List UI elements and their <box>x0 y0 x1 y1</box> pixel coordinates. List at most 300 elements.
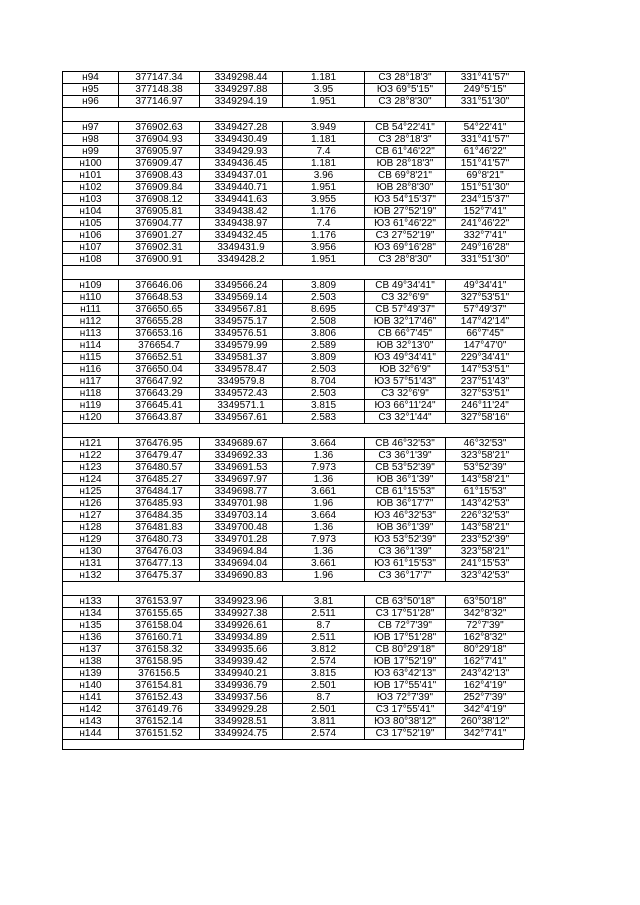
point-id-cell: н98 <box>63 134 119 146</box>
point-id-cell: н139 <box>63 668 119 680</box>
direction-angle-cell: 57°49'37" <box>446 304 525 316</box>
x-coordinate-cell: 376908.12 <box>119 194 200 206</box>
y-coordinate-cell: 3349701.98 <box>200 498 283 510</box>
distance-cell: 3.811 <box>283 716 365 728</box>
table-row <box>63 364 525 376</box>
distance-cell: 7.973 <box>283 534 365 546</box>
y-coordinate-cell: 3349579.8 <box>200 376 283 388</box>
x-coordinate-cell: 376901.27 <box>119 230 200 242</box>
direction-angle-cell: 151°51'30" <box>446 182 525 194</box>
y-coordinate-cell: 3349428.2 <box>200 254 283 266</box>
bearing-cell: ЮЗ 66°11'24" <box>365 400 446 412</box>
point-id-cell: н129 <box>63 534 119 546</box>
group-separator-cell <box>63 266 525 280</box>
point-id-cell: н104 <box>63 206 119 218</box>
point-id-cell: н102 <box>63 182 119 194</box>
direction-angle-cell: 226°32'53" <box>446 510 525 522</box>
bearing-cell: СВ 54°22'41" <box>365 122 446 134</box>
bearing-cell: ЮВ 32°13'0" <box>365 340 446 352</box>
table-row <box>63 462 525 474</box>
direction-angle-cell: 249°5'15" <box>446 84 525 96</box>
bearing-cell: СВ 61°46'22" <box>365 146 446 158</box>
group-separator-cell <box>63 108 525 122</box>
group-separator-cell <box>63 424 525 438</box>
point-id-cell: н117 <box>63 376 119 388</box>
bearing-cell: ЮВ 27°52'19" <box>365 206 446 218</box>
point-id-cell: н120 <box>63 412 119 424</box>
y-coordinate-cell: 3349701.28 <box>200 534 283 546</box>
coordinates-sheet <box>62 71 524 740</box>
distance-cell: 1.176 <box>283 206 365 218</box>
direction-angle-cell: 54°22'41" <box>446 122 525 134</box>
table-row <box>63 522 525 534</box>
bearing-cell: ЮВ 32°17'46" <box>365 316 446 328</box>
direction-angle-cell: 49°34'41" <box>446 280 525 292</box>
table-row <box>63 388 525 400</box>
y-coordinate-cell: 3349581.37 <box>200 352 283 364</box>
x-coordinate-cell: 376655.28 <box>119 316 200 328</box>
direction-angle-cell: 72°7'39" <box>446 620 525 632</box>
x-coordinate-cell: 376155.65 <box>119 608 200 620</box>
x-coordinate-cell: 376648.53 <box>119 292 200 304</box>
point-id-cell: н144 <box>63 728 119 740</box>
point-id-cell: н108 <box>63 254 119 266</box>
y-coordinate-cell: 3349298.44 <box>200 72 283 84</box>
distance-cell: 2.574 <box>283 656 365 668</box>
direction-angle-cell: 327°53'51" <box>446 388 525 400</box>
x-coordinate-cell: 376650.04 <box>119 364 200 376</box>
direction-angle-cell: 243°42'13" <box>446 668 525 680</box>
bearing-cell: СЗ 17°52'19" <box>365 728 446 740</box>
table-row <box>63 534 525 546</box>
table-row <box>63 668 525 680</box>
y-coordinate-cell: 3349939.42 <box>200 656 283 668</box>
table-row <box>63 352 525 364</box>
direction-angle-cell: 147°47'0" <box>446 340 525 352</box>
distance-cell: 3.661 <box>283 486 365 498</box>
point-id-cell: н130 <box>63 546 119 558</box>
table-row <box>63 400 525 412</box>
distance-cell: 3.81 <box>283 596 365 608</box>
x-coordinate-cell: 376485.27 <box>119 474 200 486</box>
direction-angle-cell: 234°15'37" <box>446 194 525 206</box>
point-id-cell: н112 <box>63 316 119 328</box>
table-row <box>63 412 525 424</box>
y-coordinate-cell: 3349700.48 <box>200 522 283 534</box>
point-id-cell: н137 <box>63 644 119 656</box>
bearing-cell: СЗ 36°17'7" <box>365 570 446 582</box>
table-row <box>63 194 525 206</box>
point-id-cell: н96 <box>63 96 119 108</box>
y-coordinate-cell: 3349936.79 <box>200 680 283 692</box>
x-coordinate-cell: 376160.71 <box>119 632 200 644</box>
table-row <box>63 644 525 656</box>
bearing-cell: ЮВ 17°55'41" <box>365 680 446 692</box>
table-row <box>63 280 525 292</box>
x-coordinate-cell: 376909.84 <box>119 182 200 194</box>
y-coordinate-cell: 3349294.19 <box>200 96 283 108</box>
bearing-cell: ЮВ 36°1'39" <box>365 522 446 534</box>
x-coordinate-cell: 376158.32 <box>119 644 200 656</box>
y-coordinate-cell: 3349436.45 <box>200 158 283 170</box>
y-coordinate-cell: 3349569.14 <box>200 292 283 304</box>
y-coordinate-cell: 3349934.89 <box>200 632 283 644</box>
x-coordinate-cell: 376643.29 <box>119 388 200 400</box>
table-row <box>63 292 525 304</box>
point-id-cell: н124 <box>63 474 119 486</box>
table-row <box>63 608 525 620</box>
group-separator-row <box>63 266 525 280</box>
direction-angle-cell: 331°51'30" <box>446 254 525 266</box>
coordinates-table-body <box>63 72 525 740</box>
y-coordinate-cell: 3349694.84 <box>200 546 283 558</box>
x-coordinate-cell: 376645.41 <box>119 400 200 412</box>
table-row <box>63 146 525 158</box>
bearing-cell: ЮЗ 80°38'12" <box>365 716 446 728</box>
x-coordinate-cell: 376479.47 <box>119 450 200 462</box>
point-id-cell: н113 <box>63 328 119 340</box>
table-row <box>63 84 525 96</box>
table-bottom-frame <box>62 740 524 750</box>
y-coordinate-cell: 3349691.53 <box>200 462 283 474</box>
x-coordinate-cell: 376154.81 <box>119 680 200 692</box>
table-row <box>63 692 525 704</box>
x-coordinate-cell: 376909.47 <box>119 158 200 170</box>
table-row <box>63 498 525 510</box>
direction-angle-cell: 66°7'45" <box>446 328 525 340</box>
point-id-cell: н134 <box>63 608 119 620</box>
distance-cell: 8.7 <box>283 620 365 632</box>
group-separator-cell <box>63 582 525 596</box>
bearing-cell: СВ 57°49'37" <box>365 304 446 316</box>
direction-angle-cell: 331°51'30" <box>446 96 525 108</box>
point-id-cell: н94 <box>63 72 119 84</box>
y-coordinate-cell: 3349690.83 <box>200 570 283 582</box>
direction-angle-cell: 61°15'53" <box>446 486 525 498</box>
direction-angle-cell: 327°53'51" <box>446 292 525 304</box>
point-id-cell: н123 <box>63 462 119 474</box>
y-coordinate-cell: 3349566.24 <box>200 280 283 292</box>
point-id-cell: н125 <box>63 486 119 498</box>
distance-cell: 3.956 <box>283 242 365 254</box>
y-coordinate-cell: 3349427.28 <box>200 122 283 134</box>
coordinates-table <box>62 71 525 740</box>
distance-cell: 2.508 <box>283 316 365 328</box>
point-id-cell: н116 <box>63 364 119 376</box>
bearing-cell: СЗ 27°52'19" <box>365 230 446 242</box>
distance-cell: 2.574 <box>283 728 365 740</box>
point-id-cell: н95 <box>63 84 119 96</box>
table-row <box>63 704 525 716</box>
direction-angle-cell: 327°58'16" <box>446 412 525 424</box>
distance-cell: 2.583 <box>283 412 365 424</box>
distance-cell: 1.951 <box>283 96 365 108</box>
x-coordinate-cell: 376647.92 <box>119 376 200 388</box>
x-coordinate-cell: 376484.17 <box>119 486 200 498</box>
table-row <box>63 206 525 218</box>
x-coordinate-cell: 376485.93 <box>119 498 200 510</box>
point-id-cell: н143 <box>63 716 119 728</box>
point-id-cell: н97 <box>63 122 119 134</box>
x-coordinate-cell: 376152.43 <box>119 692 200 704</box>
direction-angle-cell: 162°4'19" <box>446 680 525 692</box>
distance-cell: 1.181 <box>283 134 365 146</box>
bearing-cell: СЗ 32°6'9" <box>365 292 446 304</box>
x-coordinate-cell: 376652.51 <box>119 352 200 364</box>
direction-angle-cell: 53°52'39" <box>446 462 525 474</box>
direction-angle-cell: 237°51'43" <box>446 376 525 388</box>
y-coordinate-cell: 3349579.99 <box>200 340 283 352</box>
bearing-cell: СЗ 32°1'44" <box>365 412 446 424</box>
y-coordinate-cell: 3349297.88 <box>200 84 283 96</box>
point-id-cell: н111 <box>63 304 119 316</box>
distance-cell: 2.589 <box>283 340 365 352</box>
table-row <box>63 242 525 254</box>
x-coordinate-cell: 376158.04 <box>119 620 200 632</box>
distance-cell: 8.7 <box>283 692 365 704</box>
y-coordinate-cell: 3349429.93 <box>200 146 283 158</box>
distance-cell: 3.95 <box>283 84 365 96</box>
y-coordinate-cell: 3349692.33 <box>200 450 283 462</box>
point-id-cell: н103 <box>63 194 119 206</box>
bearing-cell: ЮЗ 46°32'53" <box>365 510 446 522</box>
bearing-cell: СВ 49°34'41" <box>365 280 446 292</box>
y-coordinate-cell: 3349929.28 <box>200 704 283 716</box>
x-coordinate-cell: 376480.73 <box>119 534 200 546</box>
direction-angle-cell: 143°58'21" <box>446 474 525 486</box>
distance-cell: 2.503 <box>283 364 365 376</box>
bearing-cell: ЮВ 36°1'39" <box>365 474 446 486</box>
distance-cell: 1.36 <box>283 474 365 486</box>
table-row <box>63 450 525 462</box>
point-id-cell: н140 <box>63 680 119 692</box>
x-coordinate-cell: 376149.76 <box>119 704 200 716</box>
direction-angle-cell: 331°41'57" <box>446 134 525 146</box>
x-coordinate-cell: 376654.7 <box>119 340 200 352</box>
point-id-cell: н101 <box>63 170 119 182</box>
table-row <box>63 656 525 668</box>
point-id-cell: н127 <box>63 510 119 522</box>
point-id-cell: н114 <box>63 340 119 352</box>
y-coordinate-cell: 3349571.1 <box>200 400 283 412</box>
direction-angle-cell: 331°41'57" <box>446 72 525 84</box>
direction-angle-cell: 63°50'18" <box>446 596 525 608</box>
distance-cell: 7.4 <box>283 146 365 158</box>
direction-angle-cell: 162°8'32" <box>446 632 525 644</box>
y-coordinate-cell: 3349432.45 <box>200 230 283 242</box>
point-id-cell: н142 <box>63 704 119 716</box>
y-coordinate-cell: 3349575.17 <box>200 316 283 328</box>
y-coordinate-cell: 3349689.67 <box>200 438 283 450</box>
point-id-cell: н105 <box>63 218 119 230</box>
y-coordinate-cell: 3349572.43 <box>200 388 283 400</box>
y-coordinate-cell: 3349437.01 <box>200 170 283 182</box>
table-row <box>63 96 525 108</box>
point-id-cell: н115 <box>63 352 119 364</box>
bearing-cell: ЮВ 32°6'9" <box>365 364 446 376</box>
x-coordinate-cell: 376653.16 <box>119 328 200 340</box>
x-coordinate-cell: 376900.91 <box>119 254 200 266</box>
point-id-cell: н138 <box>63 656 119 668</box>
table-row <box>63 328 525 340</box>
point-id-cell: н135 <box>63 620 119 632</box>
direction-angle-cell: 152°7'41" <box>446 206 525 218</box>
y-coordinate-cell: 3349923.96 <box>200 596 283 608</box>
direction-angle-cell: 260°38'12" <box>446 716 525 728</box>
distance-cell: 3.806 <box>283 328 365 340</box>
distance-cell: 1.36 <box>283 546 365 558</box>
direction-angle-cell: 342°4'19" <box>446 704 525 716</box>
direction-angle-cell: 252°7'39" <box>446 692 525 704</box>
point-id-cell: н119 <box>63 400 119 412</box>
table-row <box>63 304 525 316</box>
x-coordinate-cell: 376475.37 <box>119 570 200 582</box>
direction-angle-cell: 143°42'53" <box>446 498 525 510</box>
point-id-cell: н109 <box>63 280 119 292</box>
distance-cell: 1.181 <box>283 158 365 170</box>
table-row <box>63 632 525 644</box>
bearing-cell: ЮВ 28°18'3" <box>365 158 446 170</box>
distance-cell: 3.955 <box>283 194 365 206</box>
point-id-cell: н136 <box>63 632 119 644</box>
x-coordinate-cell: 376476.95 <box>119 438 200 450</box>
distance-cell: 1.951 <box>283 254 365 266</box>
y-coordinate-cell: 3349430.49 <box>200 134 283 146</box>
bearing-cell: ЮВ 17°52'19" <box>365 656 446 668</box>
bearing-cell: ЮЗ 72°7'39" <box>365 692 446 704</box>
x-coordinate-cell: 376480.57 <box>119 462 200 474</box>
distance-cell: 2.511 <box>283 632 365 644</box>
direction-angle-cell: 342°7'41" <box>446 728 525 740</box>
point-id-cell: н132 <box>63 570 119 582</box>
x-coordinate-cell: 376477.13 <box>119 558 200 570</box>
distance-cell: 7.973 <box>283 462 365 474</box>
direction-angle-cell: 246°11'24" <box>446 400 525 412</box>
point-id-cell: н110 <box>63 292 119 304</box>
x-coordinate-cell: 376904.77 <box>119 218 200 230</box>
bearing-cell: ЮЗ 57°51'43" <box>365 376 446 388</box>
distance-cell: 3.96 <box>283 170 365 182</box>
table-row <box>63 558 525 570</box>
distance-cell: 3.809 <box>283 352 365 364</box>
distance-cell: 3.664 <box>283 510 365 522</box>
direction-angle-cell: 147°53'51" <box>446 364 525 376</box>
distance-cell: 7.4 <box>283 218 365 230</box>
bearing-cell: СЗ 17°55'41" <box>365 704 446 716</box>
bearing-cell: ЮВ 28°8'30" <box>365 182 446 194</box>
x-coordinate-cell: 376481.83 <box>119 522 200 534</box>
bearing-cell: СВ 53°52'39" <box>365 462 446 474</box>
x-coordinate-cell: 376904.93 <box>119 134 200 146</box>
bearing-cell: ЮЗ 49°34'41" <box>365 352 446 364</box>
bearing-cell: ЮЗ 63°42'13" <box>365 668 446 680</box>
distance-cell: 3.661 <box>283 558 365 570</box>
group-separator-row <box>63 582 525 596</box>
bearing-cell: СЗ 28°8'30" <box>365 96 446 108</box>
y-coordinate-cell: 3349431.9 <box>200 242 283 254</box>
point-id-cell: н128 <box>63 522 119 534</box>
bearing-cell: ЮЗ 61°46'22" <box>365 218 446 230</box>
y-coordinate-cell: 3349940.21 <box>200 668 283 680</box>
bearing-cell: СЗ 28°18'3" <box>365 134 446 146</box>
direction-angle-cell: 241°15'53" <box>446 558 525 570</box>
table-row <box>63 230 525 242</box>
x-coordinate-cell: 377148.38 <box>119 84 200 96</box>
table-row <box>63 122 525 134</box>
y-coordinate-cell: 3349698.77 <box>200 486 283 498</box>
direction-angle-cell: 323°58'21" <box>446 546 525 558</box>
x-coordinate-cell: 376905.97 <box>119 146 200 158</box>
x-coordinate-cell: 376902.63 <box>119 122 200 134</box>
table-row <box>63 596 525 608</box>
direction-angle-cell: 233°52'39" <box>446 534 525 546</box>
y-coordinate-cell: 3349937.56 <box>200 692 283 704</box>
x-coordinate-cell: 376476.03 <box>119 546 200 558</box>
point-id-cell: н126 <box>63 498 119 510</box>
table-row <box>63 716 525 728</box>
direction-angle-cell: 143°58'21" <box>446 522 525 534</box>
x-coordinate-cell: 376158.95 <box>119 656 200 668</box>
direction-angle-cell: 229°34'41" <box>446 352 525 364</box>
table-row <box>63 486 525 498</box>
distance-cell: 3.949 <box>283 122 365 134</box>
bearing-cell: ЮВ 17°51'28" <box>365 632 446 644</box>
table-row <box>63 376 525 388</box>
bearing-cell: СЗ 36°1'39" <box>365 546 446 558</box>
distance-cell: 1.181 <box>283 72 365 84</box>
table-row <box>63 510 525 522</box>
x-coordinate-cell: 376905.81 <box>119 206 200 218</box>
bearing-cell: СЗ 36°1'39" <box>365 450 446 462</box>
distance-cell: 3.815 <box>283 668 365 680</box>
bearing-cell: ЮЗ 69°16'28" <box>365 242 446 254</box>
bearing-cell: ЮВ 36°17'7" <box>365 498 446 510</box>
distance-cell: 8.695 <box>283 304 365 316</box>
bearing-cell: ЮЗ 54°15'37" <box>365 194 446 206</box>
point-id-cell: н106 <box>63 230 119 242</box>
point-id-cell: н99 <box>63 146 119 158</box>
distance-cell: 1.36 <box>283 450 365 462</box>
distance-cell: 3.664 <box>283 438 365 450</box>
y-coordinate-cell: 3349928.51 <box>200 716 283 728</box>
distance-cell: 3.809 <box>283 280 365 292</box>
y-coordinate-cell: 3349441.63 <box>200 194 283 206</box>
distance-cell: 3.815 <box>283 400 365 412</box>
direction-angle-cell: 147°42'14" <box>446 316 525 328</box>
x-coordinate-cell: 376908.43 <box>119 170 200 182</box>
y-coordinate-cell: 3349926.61 <box>200 620 283 632</box>
point-id-cell: н107 <box>63 242 119 254</box>
bearing-cell: СЗ 28°18'3" <box>365 72 446 84</box>
bearing-cell: СЗ 28°8'30" <box>365 254 446 266</box>
y-coordinate-cell: 3349567.61 <box>200 412 283 424</box>
table-row <box>63 620 525 632</box>
direction-angle-cell: 151°41'57" <box>446 158 525 170</box>
y-coordinate-cell: 3349927.38 <box>200 608 283 620</box>
direction-angle-cell: 249°16'28" <box>446 242 525 254</box>
direction-angle-cell: 323°42'53" <box>446 570 525 582</box>
y-coordinate-cell: 3349438.97 <box>200 218 283 230</box>
table-row <box>63 158 525 170</box>
y-coordinate-cell: 3349438.42 <box>200 206 283 218</box>
y-coordinate-cell: 3349697.97 <box>200 474 283 486</box>
table-row <box>63 170 525 182</box>
x-coordinate-cell: 376902.31 <box>119 242 200 254</box>
x-coordinate-cell: 376152.14 <box>119 716 200 728</box>
distance-cell: 1.96 <box>283 570 365 582</box>
distance-cell: 2.503 <box>283 292 365 304</box>
bearing-cell: СЗ 17°51'28" <box>365 608 446 620</box>
